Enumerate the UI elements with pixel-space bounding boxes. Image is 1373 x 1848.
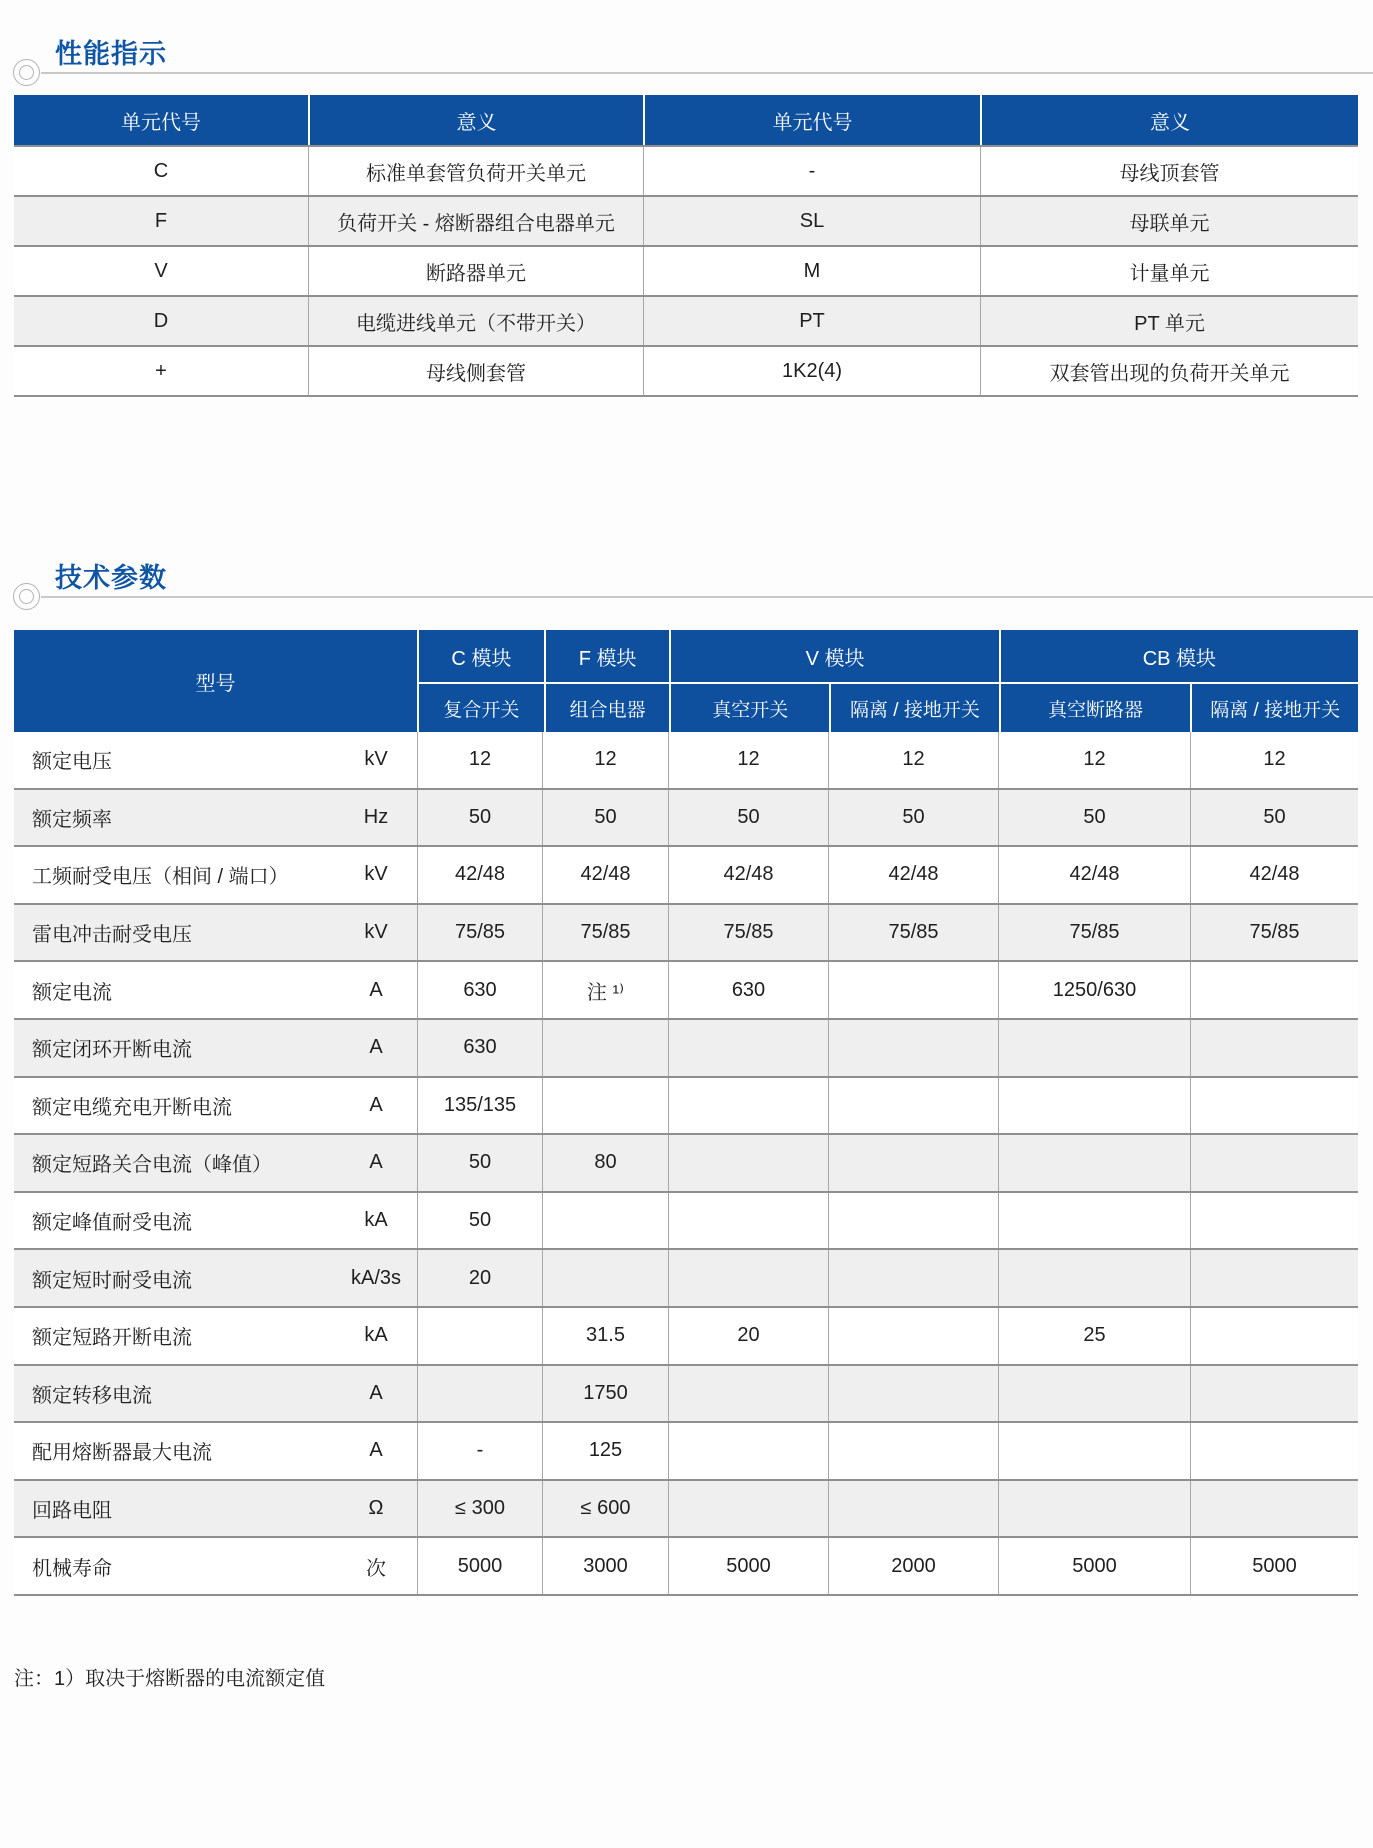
meaning-cell: 负荷开关 - 熔断器组合电器单元 <box>308 197 643 245</box>
param-name: 回路电阻 <box>32 1500 112 1523</box>
param-unit: A <box>369 1381 383 1404</box>
param-value: 1750 <box>542 1366 668 1422</box>
param-value: 12 <box>1190 732 1358 788</box>
param-value: 135/135 <box>417 1078 542 1134</box>
table-row <box>14 1078 1358 1136</box>
header-sub-row <box>419 682 1358 732</box>
param-value <box>1190 962 1358 1018</box>
param-name: 配用熔断器最大电流 <box>32 1442 212 1465</box>
param-name: 额定电缆充电开断电流 <box>32 1096 232 1119</box>
param-value <box>668 1250 828 1306</box>
unit-code-cell: V <box>154 259 168 282</box>
param-value <box>828 1020 998 1076</box>
table-row <box>14 1135 1358 1193</box>
table-row <box>14 1366 1358 1424</box>
param-value: 75/85 <box>542 905 668 961</box>
table-row <box>14 847 1358 905</box>
header-unit-code-1: 单元代号 <box>121 111 201 134</box>
performance-table-header <box>14 95 1358 145</box>
table-row <box>14 1423 1358 1481</box>
param-value: ≤ 300 <box>417 1481 542 1537</box>
subheader-composite-switch: 复合开关 <box>443 699 520 721</box>
param-value <box>828 962 998 1018</box>
unit-code-cell: 1K2(4) <box>643 347 980 395</box>
param-value: 25 <box>998 1308 1190 1364</box>
param-name: 额定电压 <box>32 751 112 774</box>
parameters-table <box>14 630 1358 1596</box>
header-group-v: V 模块 <box>669 630 998 682</box>
param-unit: A <box>369 978 383 1001</box>
param-name: 额定峰值耐受电流 <box>32 1212 192 1235</box>
param-unit: A <box>369 1036 383 1059</box>
param-value: 5000 <box>1190 1538 1358 1594</box>
meaning-cell: 母联单元 <box>980 197 1358 245</box>
section-divider-line <box>41 596 1373 598</box>
unit-code-cell: SL <box>643 197 980 245</box>
param-value: 12 <box>668 732 828 788</box>
param-value: 50 <box>998 790 1190 846</box>
param-value <box>668 1020 828 1076</box>
param-value <box>828 1481 998 1537</box>
table-row <box>14 962 1358 1020</box>
param-unit: kA <box>364 1209 388 1232</box>
param-name: 额定短路关合电流（峰值） <box>32 1154 272 1177</box>
meaning-cell: 电缆进线单元（不带开关） <box>308 297 643 345</box>
param-value <box>828 1308 998 1364</box>
param-value <box>1190 1366 1358 1422</box>
param-value <box>998 1481 1190 1537</box>
param-value: 31.5 <box>542 1308 668 1364</box>
param-value: 2000 <box>828 1538 998 1594</box>
header-meaning-2: 意义 <box>980 95 1358 145</box>
section-title: 性能指示 <box>55 39 167 69</box>
subheader-isolating-earthing-cb: 隔离 / 接地开关 <box>1190 684 1358 732</box>
unit-code-cell: + <box>155 359 167 382</box>
param-name: 雷电冲击耐受电压 <box>32 924 192 947</box>
footnote: 注：1）取决于熔断器的电流额定值 <box>14 1668 326 1690</box>
param-name: 额定短路开断电流 <box>32 1327 192 1350</box>
table-row <box>14 197 1358 247</box>
ring-inner-icon <box>19 589 34 604</box>
param-unit: 次 <box>366 1557 386 1580</box>
param-value <box>542 1193 668 1249</box>
param-value: 42/48 <box>1190 847 1358 903</box>
param-value <box>828 1135 998 1191</box>
unit-code-cell: C <box>153 159 169 182</box>
header-module-groups <box>417 630 1358 732</box>
param-value <box>417 1308 542 1364</box>
param-value: 12 <box>417 732 542 788</box>
param-value <box>1190 1193 1358 1249</box>
param-value: 50 <box>1190 790 1358 846</box>
parameters-table-header <box>14 630 1358 732</box>
param-value: 75/85 <box>828 905 998 961</box>
param-value <box>1190 1423 1358 1479</box>
param-unit: kA <box>364 1324 388 1347</box>
param-value <box>668 1135 828 1191</box>
param-unit: kV <box>364 921 388 944</box>
param-value: 42/48 <box>828 847 998 903</box>
unit-code-cell: D <box>153 309 169 332</box>
header-group-c: C 模块 <box>451 647 512 670</box>
param-name: 额定闭环开断电流 <box>32 1039 192 1062</box>
performance-table <box>14 95 1358 397</box>
param-value <box>542 1250 668 1306</box>
meaning-cell: 标准单套管负荷开关单元 <box>308 147 643 195</box>
param-value: 50 <box>417 790 542 846</box>
param-value: 42/48 <box>542 847 668 903</box>
param-unit: A <box>369 1439 383 1462</box>
param-value <box>1190 1135 1358 1191</box>
ring-inner-icon <box>19 65 34 80</box>
table-row <box>14 1020 1358 1078</box>
header-group-cb: CB 模块 <box>999 630 1358 682</box>
param-value: 注 ¹⁾ <box>542 962 668 1018</box>
meaning-cell: 双套管出现的负荷开关单元 <box>980 347 1358 395</box>
param-value: 50 <box>417 1193 542 1249</box>
meaning-cell: 断路器单元 <box>308 247 643 295</box>
param-value: 630 <box>668 962 828 1018</box>
param-value <box>828 1078 998 1134</box>
performance-table-body <box>14 145 1358 397</box>
param-value <box>542 1078 668 1134</box>
param-value: 75/85 <box>417 905 542 961</box>
param-unit: kA/3s <box>350 1266 402 1289</box>
ring-icon <box>13 59 40 86</box>
header-unit-code-2: 单元代号 <box>643 95 980 145</box>
param-value: 12 <box>542 732 668 788</box>
param-value: 5000 <box>998 1538 1190 1594</box>
param-value: 50 <box>542 790 668 846</box>
param-name: 额定电流 <box>32 981 112 1004</box>
param-value: 80 <box>542 1135 668 1191</box>
parameters-table-body <box>14 732 1358 1596</box>
param-value: 50 <box>668 790 828 846</box>
param-unit: kV <box>364 748 388 771</box>
param-value <box>542 1020 668 1076</box>
param-unit: kV <box>364 863 388 886</box>
param-value <box>417 1366 542 1422</box>
param-name: 机械寿命 <box>32 1557 112 1580</box>
param-value: 42/48 <box>998 847 1190 903</box>
meaning-cell: 母线顶套管 <box>980 147 1358 195</box>
param-value <box>828 1250 998 1306</box>
param-value: 12 <box>828 732 998 788</box>
header-model: 型号 <box>195 672 236 695</box>
param-value: 5000 <box>417 1538 542 1594</box>
param-value: 75/85 <box>998 905 1190 961</box>
table-row <box>14 1308 1358 1366</box>
meaning-cell: 计量单元 <box>980 247 1358 295</box>
param-value <box>998 1250 1190 1306</box>
param-value <box>998 1193 1190 1249</box>
param-value <box>1190 1078 1358 1134</box>
header-group-f: F 模块 <box>544 630 670 682</box>
param-value: 75/85 <box>668 905 828 961</box>
param-value <box>998 1020 1190 1076</box>
param-unit: Ω <box>368 1497 384 1520</box>
unit-code-cell: M <box>643 247 980 295</box>
param-value: 1250/630 <box>998 962 1190 1018</box>
table-row <box>14 905 1358 963</box>
param-unit: Hz <box>363 805 389 828</box>
section-parameters-heading <box>0 556 1373 636</box>
subheader-vacuum-breaker: 真空断路器 <box>999 684 1191 732</box>
param-value <box>828 1423 998 1479</box>
subheader-combined-apparatus: 组合电器 <box>544 684 670 732</box>
param-name: 工频耐受电压（相间 / 端口） <box>32 866 289 889</box>
section-title: 技术参数 <box>55 563 167 593</box>
param-value <box>828 1193 998 1249</box>
meaning-cell: PT 单元 <box>980 297 1358 345</box>
unit-code-cell: PT <box>643 297 980 345</box>
unit-code-cell: - <box>643 147 980 195</box>
table-row <box>14 147 1358 197</box>
param-value <box>668 1193 828 1249</box>
param-value <box>1190 1250 1358 1306</box>
meaning-cell: 母线侧套管 <box>308 347 643 395</box>
param-name: 额定短时耐受电流 <box>32 1269 192 1292</box>
table-row <box>14 1481 1358 1539</box>
table-row <box>14 1193 1358 1251</box>
param-value <box>998 1135 1190 1191</box>
param-value <box>668 1366 828 1422</box>
param-value: ≤ 600 <box>542 1481 668 1537</box>
param-unit: A <box>369 1093 383 1116</box>
param-value <box>1190 1481 1358 1537</box>
param-value: 630 <box>417 1020 542 1076</box>
table-row <box>14 732 1358 790</box>
table-row <box>14 247 1358 297</box>
param-value: 125 <box>542 1423 668 1479</box>
param-value: 3000 <box>542 1538 668 1594</box>
table-row <box>14 1538 1358 1596</box>
header-meaning-1: 意义 <box>308 95 643 145</box>
table-row <box>14 790 1358 848</box>
param-value: 12 <box>998 732 1190 788</box>
table-row <box>14 347 1358 397</box>
param-value: 5000 <box>668 1538 828 1594</box>
param-value: 42/48 <box>417 847 542 903</box>
subheader-isolating-earthing-v: 隔离 / 接地开关 <box>829 684 999 732</box>
param-value <box>1190 1020 1358 1076</box>
param-value: 20 <box>668 1308 828 1364</box>
param-value: - <box>417 1423 542 1479</box>
section-divider-line <box>41 72 1373 74</box>
param-value: 42/48 <box>668 847 828 903</box>
unit-code-cell: F <box>154 209 168 232</box>
param-value: 50 <box>828 790 998 846</box>
param-value: 75/85 <box>1190 905 1358 961</box>
param-name: 额定频率 <box>32 808 112 831</box>
param-name: 额定转移电流 <box>32 1384 152 1407</box>
ring-icon <box>13 583 40 610</box>
header-group-row <box>419 630 1358 682</box>
param-value <box>668 1078 828 1134</box>
param-unit: A <box>369 1151 383 1174</box>
table-row <box>14 1250 1358 1308</box>
param-value <box>998 1366 1190 1422</box>
param-value <box>828 1366 998 1422</box>
param-value <box>1190 1308 1358 1364</box>
param-value <box>668 1481 828 1537</box>
param-value: 20 <box>417 1250 542 1306</box>
param-value: 630 <box>417 962 542 1018</box>
param-value <box>998 1423 1190 1479</box>
param-value <box>668 1423 828 1479</box>
param-value <box>998 1078 1190 1134</box>
table-row <box>14 297 1358 347</box>
param-value: 50 <box>417 1135 542 1191</box>
subheader-vacuum-switch: 真空开关 <box>669 684 829 732</box>
